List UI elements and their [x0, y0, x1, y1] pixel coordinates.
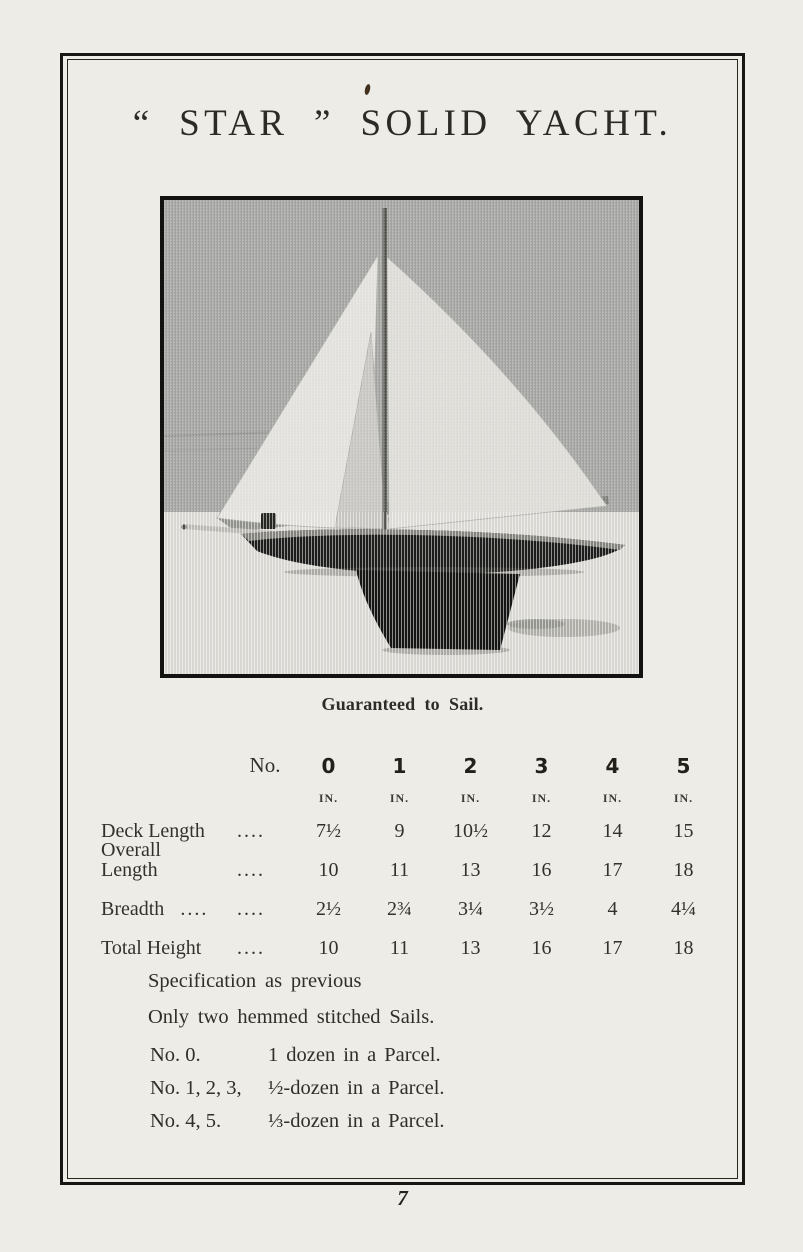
cell-value: 16	[531, 937, 552, 959]
cell-value: 11	[389, 859, 410, 881]
cell-value: 10½	[453, 820, 488, 842]
row-label-text: Deck Length	[101, 820, 205, 842]
cell-value: 2¾	[387, 898, 412, 920]
yacht-illustration	[164, 200, 639, 674]
packing-no: No. 0.	[150, 1044, 201, 1066]
cell-value: 14	[602, 820, 623, 842]
cell-value: 11	[389, 937, 410, 959]
cell-value: 9	[394, 820, 405, 842]
cell-value: 17	[602, 859, 623, 881]
col-header: 2	[463, 754, 478, 778]
cell-value: 7½	[316, 820, 341, 842]
note-line: Only two hemmed stitched Sails.	[148, 1006, 435, 1028]
page-number: 7	[397, 1186, 408, 1210]
specification-notes	[148, 970, 434, 1042]
col-header: 5	[676, 754, 691, 778]
table-no-header: No.	[249, 753, 281, 777]
row-label-text: Overall Length	[101, 839, 161, 881]
cell-value: 12	[531, 820, 552, 842]
cell-value: 2½	[316, 898, 341, 920]
yacht-photo	[160, 196, 643, 678]
cell-value: 10	[318, 937, 339, 959]
cell-value: 3½	[529, 898, 554, 920]
packing-qty: ⅓-dozen in a Parcel.	[268, 1110, 445, 1132]
cell-value: 18	[673, 859, 694, 881]
col-header: 3	[534, 754, 549, 778]
cell-value: 16	[531, 859, 552, 881]
row-label	[101, 840, 237, 886]
page-title: “ STAR ” SOLID YACHT.	[132, 103, 673, 144]
col-header: 1	[392, 754, 407, 778]
row-label-text: Total Height	[101, 937, 202, 959]
unit-label: IN.	[389, 791, 410, 805]
packing-no: No. 4, 5.	[150, 1110, 222, 1132]
leader-dots: ....	[180, 898, 209, 920]
table-corner-cell	[101, 776, 237, 782]
unit-label: IN.	[673, 791, 694, 805]
cell-value: 13	[460, 859, 481, 881]
leader-dots: ....	[237, 898, 265, 920]
note-line: Specification as previous	[148, 970, 362, 992]
unit-label: IN.	[531, 791, 552, 805]
unit-label: IN.	[460, 791, 481, 805]
photo-caption: Guaranteed to Sail.	[321, 694, 484, 714]
cell-value: 15	[673, 820, 694, 842]
cell-value: 4¼	[671, 898, 696, 920]
col-header: 0	[321, 754, 336, 778]
packing-qty: ½-dozen in a Parcel.	[268, 1077, 445, 1099]
cell-value: 13	[460, 937, 481, 959]
cell-value: 17	[602, 937, 623, 959]
unit-label: IN.	[602, 791, 623, 805]
spec-table	[101, 746, 719, 964]
table-empty-cell	[101, 802, 237, 808]
leader-dots: ....	[237, 859, 265, 881]
cell-value: 18	[673, 937, 694, 959]
packing-list	[150, 1044, 445, 1143]
row-label	[101, 938, 237, 964]
cell-value: 3¼	[458, 898, 483, 920]
cell-value: 10	[318, 859, 339, 881]
table-empty-cell	[237, 802, 293, 808]
cell-value: 4	[607, 898, 618, 920]
packing-no: No. 1, 2, 3,	[150, 1077, 242, 1099]
leader-dots: ....	[237, 937, 265, 959]
row-label	[101, 899, 237, 925]
unit-label: IN.	[318, 791, 339, 805]
packing-qty: 1 dozen in a Parcel.	[268, 1044, 441, 1066]
row-label-text: Breadth	[101, 898, 165, 920]
leader-dots: ....	[237, 820, 265, 842]
col-header: 4	[605, 754, 620, 778]
